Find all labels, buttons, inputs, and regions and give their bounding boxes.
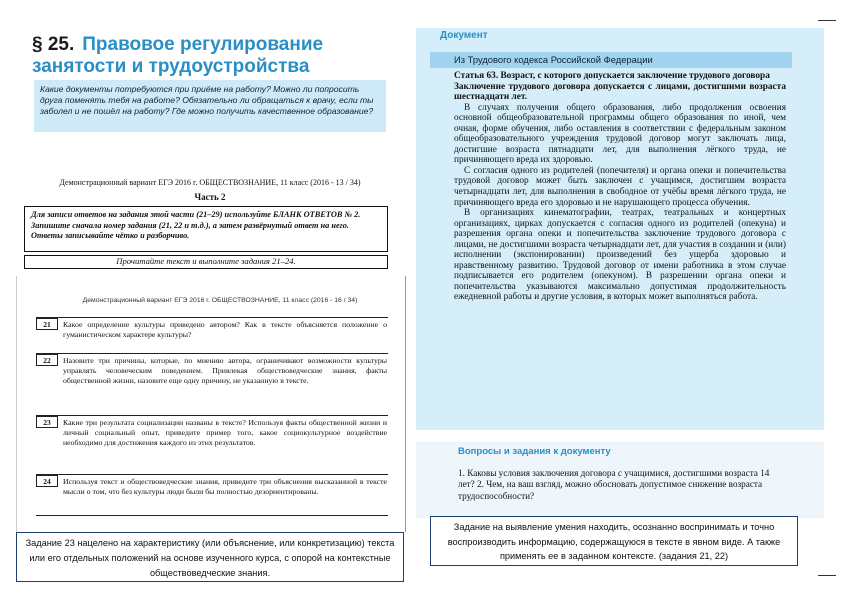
questions-text: 1. Каковы условия заключения договора с учащимися, достигшими возраста 14 лет? 2. Чем, на ваш взгляд, можно обосновать допустимое снижение возраста трудоспособности? — [458, 468, 770, 501]
corner-mark — [818, 20, 836, 35]
exam-instructions: Для записи ответов на задания этой части (21–29) используйте БЛАНК ОТВЕТОВ № 2. Запишите сначала номер задания (21, 22 и т.д.), а затем развёрнутый ответ на него. Ответы записывайте чётко и разборчиво. — [24, 206, 388, 252]
intro-questions: Какие документы потребуются при приёме на работу? Можно ли попросить друга поменять тебя на работе? Обязательно ли обращаться к врачу, если ты заболел и не пошёл на работу? Где можно получить качественное образование? — [34, 80, 386, 132]
exam-read-instruction: Прочитайте текст и выполните задания 21–24. — [24, 255, 388, 269]
section-number: § 25. — [32, 34, 75, 55]
corner-mark — [818, 575, 836, 590]
document-label: Документ — [440, 30, 488, 41]
section-title: Правовое регулирование занятости и трудоустройства — [32, 34, 324, 77]
task-number: 21 — [36, 318, 58, 330]
document-paragraph: В организациях кинематографии, театрах, театральных и концертных организациях, цирках допускается с согласия одного из родителей (опекуна) и разрешения органа опеки и попечительства заключение трудового договора с лицами, не достигшими возраста четырнадцати лет, для участия в создании и (или) исполнении (экспонировании) произведений без ущерба здоровью и нравственному развитию. Трудовой договор от имени работника в этом случае подписывается его родителем (опекуном). В разрешении органа опеки и попечительства указываются максимально допустимая продолжительность ежедневной работы и другие условия, в которых может выполняться работа. — [454, 208, 786, 303]
article-title: Статья 63. Возраст, с которого допускается заключение трудового договора — [454, 71, 770, 81]
task-row — [36, 474, 388, 516]
document-paragraph: Заключение трудового договора допускается с лицами, достигшими возраста шестнадцати лет. — [454, 81, 786, 103]
document-paragraph: В случаях получения общего образования, либо продолжения освоения основной общеобразовательной программы общего образования по иной, чем очная, форме обучения, либо оставления в соответствии с федеральным законом общеобразовательного учреждения трудовой договор могут заключать лица, достигшие возраста пятнадцати лет, для выполнения лёгкого труда, не причиняющего вреда их здоровью. — [454, 102, 786, 166]
task-number: 24 — [36, 475, 58, 487]
task-row — [36, 317, 388, 354]
sheet-header: Демонстрационный вариант ЕГЭ 2016 г. ОБЩЕСТВОЗНАНИЕ, 11 класс (2016 - 16 / 34) — [82, 297, 358, 304]
task-number: 22 — [36, 354, 58, 366]
task-row — [36, 415, 388, 472]
task-text: Используя текст и обществоведческие знания, приведите три объяснения высказанной в тексте мысли о том, что без культуры люди были бы полностью дезориентированы. — [63, 477, 387, 496]
document-paragraph: С согласия одного из родителей (попечителя) и органа опеки и попечительства трудовой договор может быть заключен с учащимся, достигшим возраста четырнадцати лет, для выполнения в свободное от учёбы время лёгкого труда, не причиняющего вреда его здоровью и не нарушающего процесса обучения. — [454, 165, 786, 208]
task-row — [36, 353, 388, 416]
task-text: Какое определение культуры приведено автором? Как в тексте объясняется положение о гуманистическом характере культуры? — [63, 320, 387, 339]
questions-title: Вопросы и задания к документу — [458, 446, 611, 457]
task-number: 23 — [36, 416, 58, 428]
caption-task21-22: Задание на выявление умения находить, осознанно воспринимать и точно воспроизводить информацию, содержащуюся в тексте в явном виде. А также применять ее в заданном контексте. (задания 21, 22) — [430, 516, 798, 566]
document-body — [454, 71, 786, 303]
exam-header: Демонстрационный вариант ЕГЭ 2016 г. ОБЩЕСТВОЗНАНИЕ, 11 класс (2016 - 13 / 34) — [59, 178, 361, 187]
section-heading — [32, 34, 392, 78]
task-text: Какие три результата социализации названы в тексте? Используя факты общественной жизни и личный социальный опыт, приведите пример того, какое социокультурное воздействие необходимо для достижения каждого из этих результатов. — [63, 418, 387, 447]
task-text: Назовите три причины, которые, по мнению автора, ограничивают возможности культуры управлять человеческим поведением. Привлекая обществоведческие знания, факты общественной жизни, назовите еще одну причину, не указанную в тексте. — [63, 356, 387, 385]
document-source: Из Трудового кодекса Российской Федерации — [454, 54, 653, 65]
caption-task23: Задание 23 нацелено на характеристику (или объяснение, или конкретизацию) текста или его отдельных положений на основе изученного курса, с опорой на контекстные обществоведческие знания. — [16, 532, 404, 582]
exam-part-title: Часть 2 — [194, 192, 226, 202]
